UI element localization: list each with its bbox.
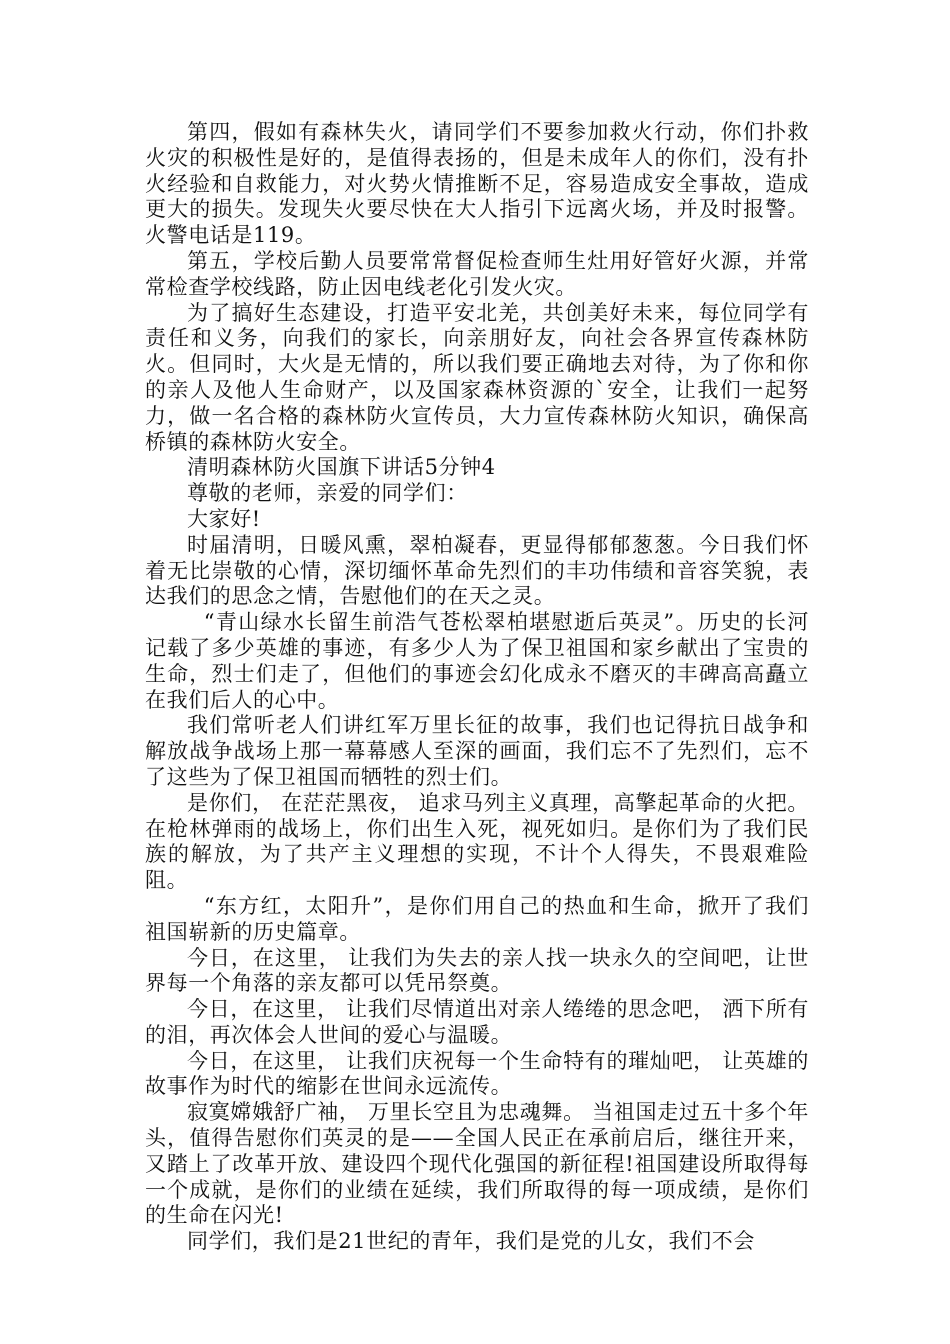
paragraph-today-here-three: 今日，在这里， 让我们庆祝每一个生命特有的璀灿吧， 让英雄的故事作为时代的缩影在世间永远流传。 [145,1048,809,1099]
paragraph-fire-rule-five: 第五，学校后勤人员要常常督促检查师生灶用好管好火源，并常常检查学校线路，防止因电线老化引发火灾。 [145,248,809,299]
paragraph-green-mountains: “青山绿水长留生前浩气苍松翠柏堪慰逝后英灵”。历史的长河记载了多少英雄的事迹，有多少人为了保卫祖国和家乡献出了宝贵的生命，烈士们走了，但他们的事迹会幻化成永不磨灭的丰碑高高矗立在我们后人的心中。 [145,610,809,712]
paragraph-ecological-construction: 为了搞好生态建设，打造平安北羌，共创美好未来，每位同学有责任和义务，向我们的家长，向亲朋好友，向社会各界宣传森林防火。但同时，大火是无情的，所以我们要正确地去对待，为了你和你的亲人及他人生命财产，以及国家森林资源的`安全，让我们一起努力，做一名合格的森林防火宣传员，大力宣传森林防火知识，确保高桥镇的森林防火安全。 [145,300,809,454]
speech-greeting: 大家好! [187,506,261,531]
speech-salutation: 尊敬的老师，亲爱的同学们： [187,481,468,506]
paragraph-lonely-change: 寂寞嫦娥舒广袖， 万里长空且为忠魂舞。 当祖国走过五十多个年头，值得告慰你们英灵的是——全国人民正在承前启后，继往开来，又踏上了改革开放、建设四个现代化强国的新征程!祖国建设所取得每一个成就，是你们的业绩在延续，我们所取得的每一项成绩，是你们的生命在闪光! [145,1100,809,1228]
paragraph-today-here-one: 今日，在这里， 让我们为失去的亲人找一块永久的空间吧，让世界每一个角落的亲友都可以凭吊祭奠。 [145,945,809,996]
paragraph-students-21st-century: 同学们，我们是21世纪的青年，我们是党的儿女，我们不会 [187,1229,755,1254]
paragraph-long-march: 我们常听老人们讲红军万里长征的故事，我们也记得抗日战争和解放战争战场上那一幕幕感人至深的画面，我们忘不了先烈们，忘不了这些为了保卫祖国而牺牲的烈士们。 [145,713,809,789]
document-body [145,120,809,1255]
paragraph-today-here-two: 今日，在这里， 让我们尽情道出对亲人绻绻的思念吧， 洒下所有的泪，再次体会人世间的爱心与温暖。 [145,997,809,1047]
paragraph-fire-rule-four: 第四，假如有森林失火，请同学们不要参加救火行动，你们扑救火灾的积极性是好的，是值得表扬的，但是未成年人的你们，没有扑火经验和自救能力，对火势火情推断不足，容易造成安全事故，造成更大的损失。发现失火要尽快在大人指引下远离火场，并及时报警。火警电话是119。 [145,120,809,248]
speech-title: 清明森林防火国旗下讲话5分钟4 [187,455,496,480]
paragraph-it-was-you: 是你们， 在茫茫黑夜， 追求马列主义真理，高擎起革命的火把。 在枪林弹雨的战场上，你们出生入死，视死如归。是你们为了我们民族的解放，为了共产主义理想的实现，不计个人得失，不畏艰难险阻。 [145,790,809,893]
paragraph-east-is-red: “东方红，太阳升”，是你们用自己的热血和生命，掀开了我们祖国崭新的历史篇章。 [145,893,809,944]
paragraph-qingming-intro: 时届清明，日暖风熏，翠柏凝春，更显得郁郁葱葱。今日我们怀着无比崇敬的心情，深切缅怀革命先烈们的丰功伟绩和音容笑貌，表达我们的思念之情，告慰他们的在天之灵。 [145,532,809,609]
